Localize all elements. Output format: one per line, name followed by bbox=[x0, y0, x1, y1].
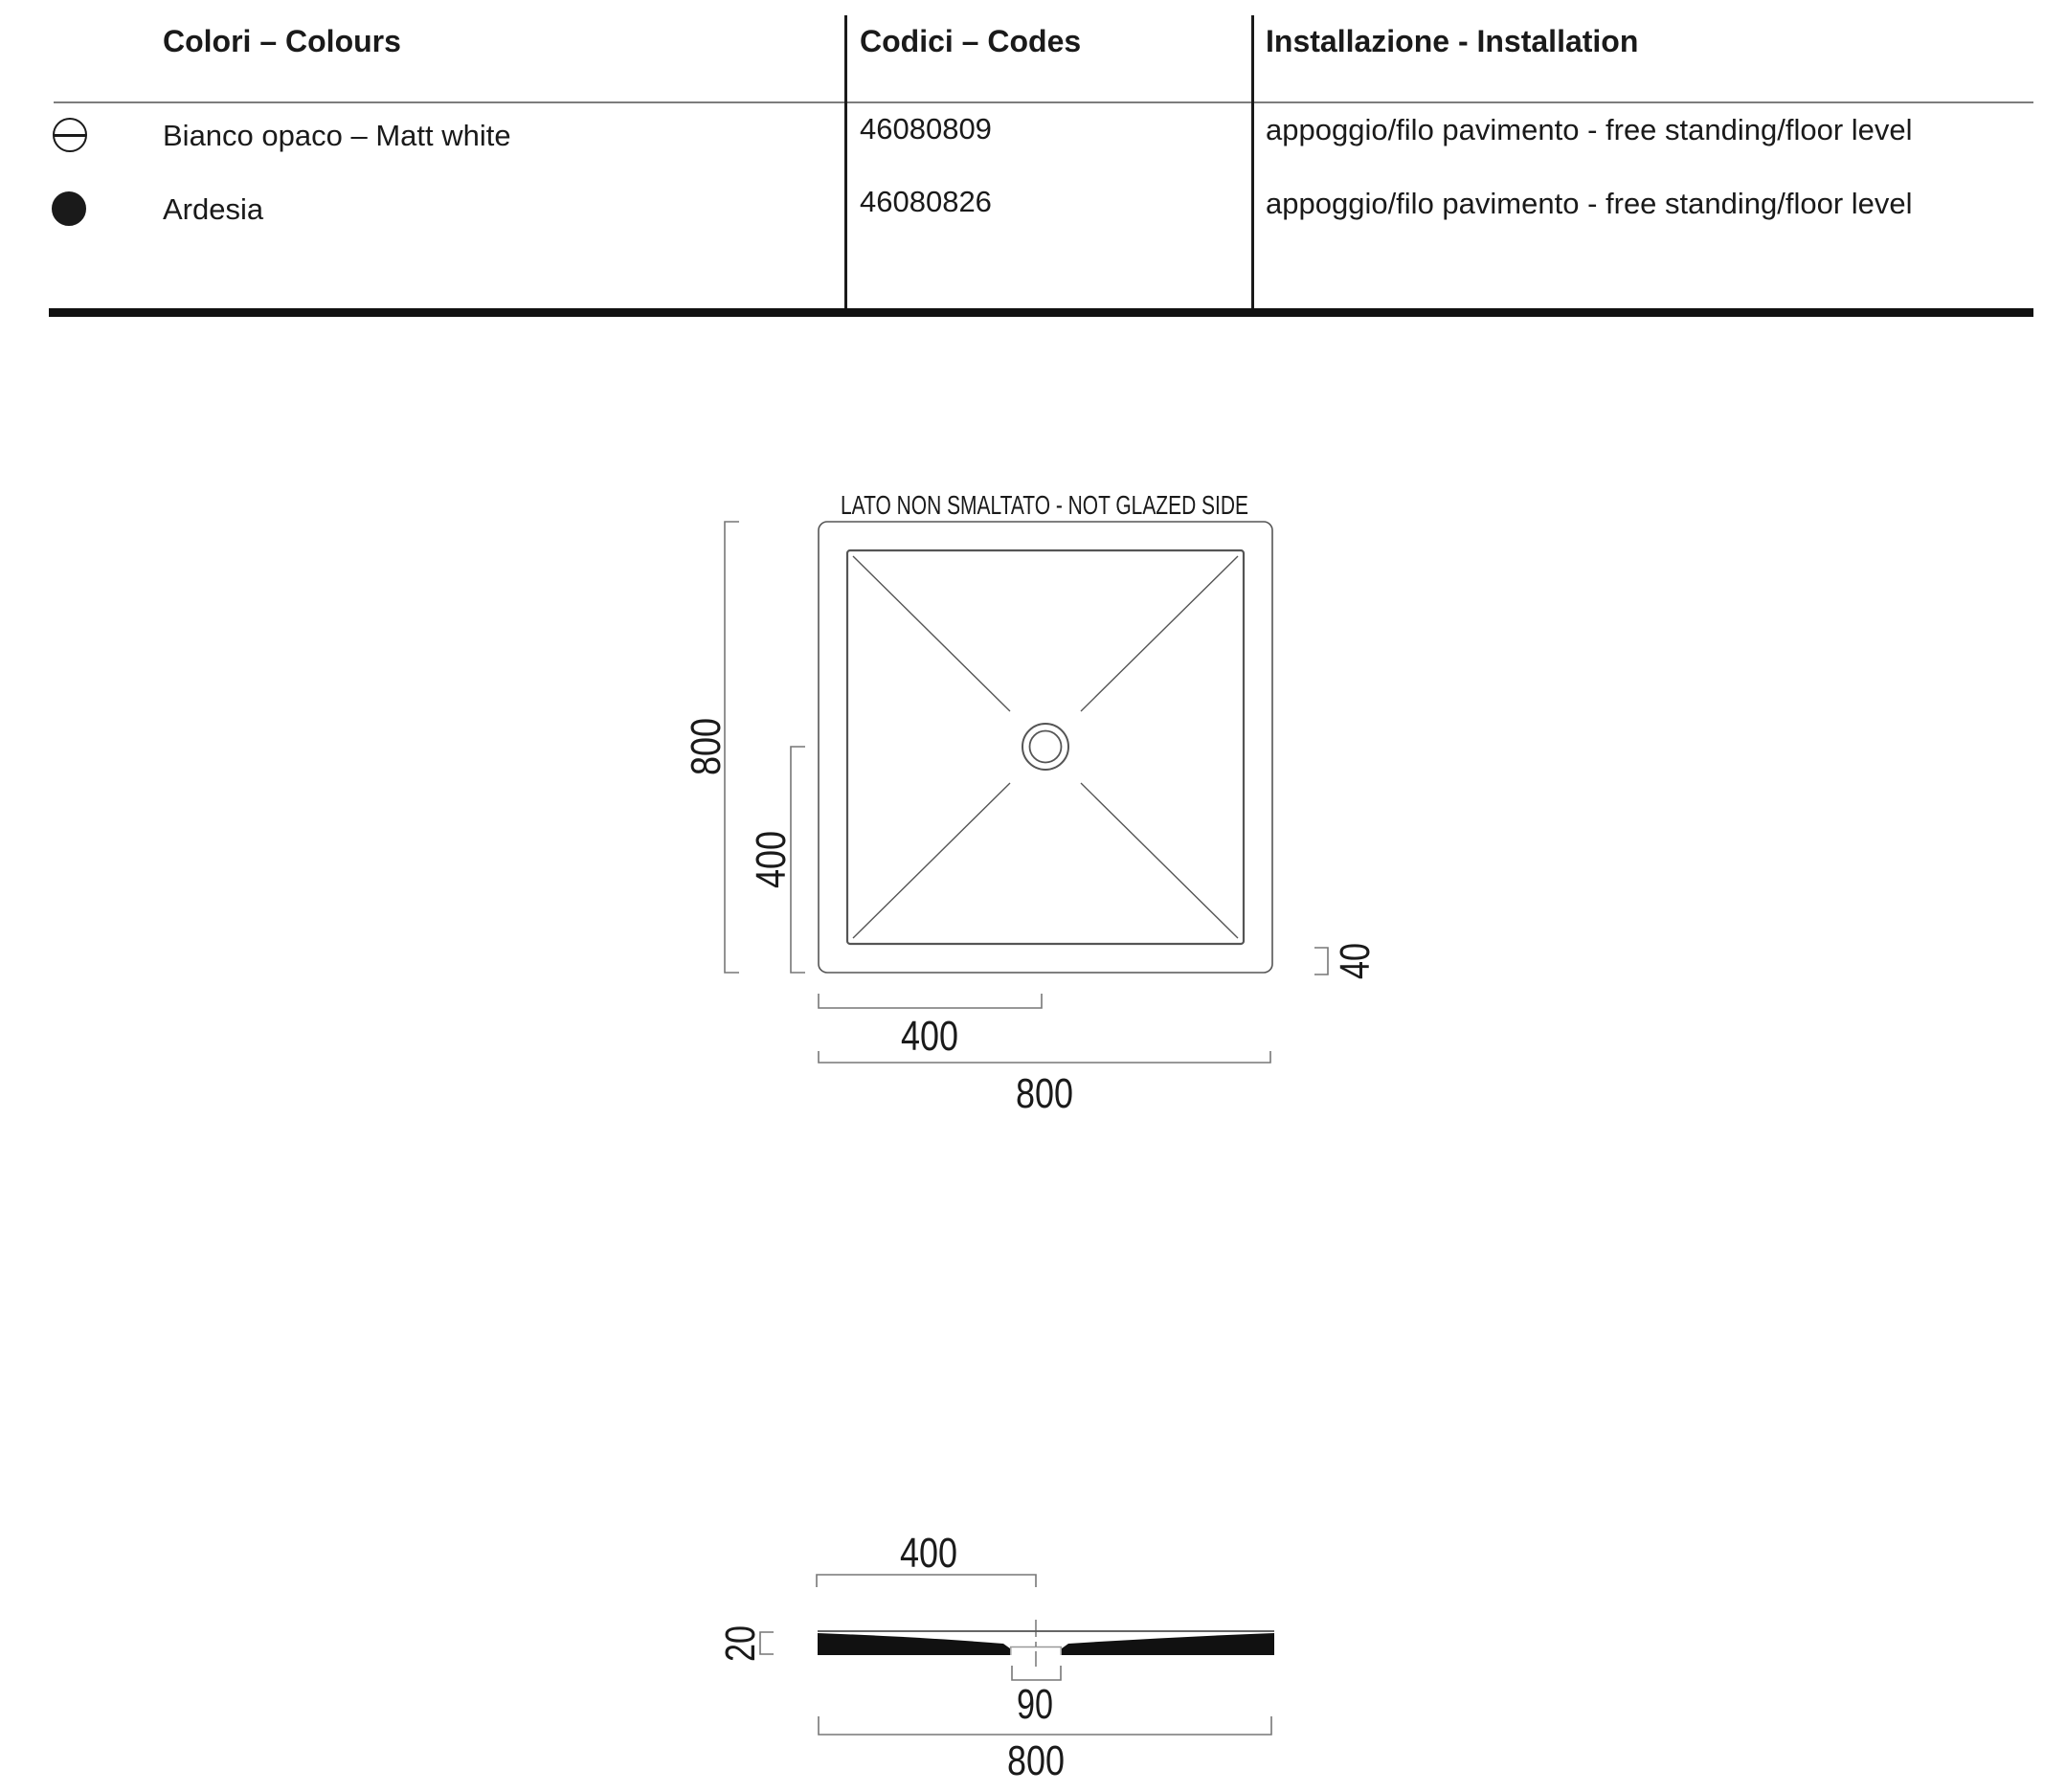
dim-label-height-400: 400 bbox=[748, 818, 795, 888]
dim-label-width-800: 800 bbox=[1016, 1070, 1073, 1117]
product-code: 46080809 bbox=[860, 112, 992, 146]
slope-diagonals bbox=[853, 556, 1238, 938]
dim-label-width-400: 400 bbox=[901, 1013, 958, 1060]
colour-name: Ardesia bbox=[163, 192, 264, 226]
tray-section-right-profile bbox=[1062, 1633, 1274, 1655]
installation-type: appoggio/filo pavimento - free standing/floor level bbox=[1266, 113, 1913, 146]
top-view-drawing bbox=[670, 483, 1398, 1163]
dim-bracket-width-400 bbox=[819, 994, 1042, 1008]
column-header-installation: Installazione - Installation bbox=[1266, 24, 1639, 58]
colour-name: Bianco opaco – Matt white bbox=[163, 119, 511, 152]
swatch-chord-line bbox=[54, 134, 86, 137]
matt-white-swatch-icon bbox=[53, 118, 87, 152]
dim-label-height-800: 800 bbox=[683, 705, 730, 775]
not-glazed-side-label: LATO NON SMALTATO - NOT GLAZED SIDE bbox=[841, 490, 1248, 520]
dim-label-section-800: 800 bbox=[1007, 1737, 1065, 1784]
dim-label-section-400: 400 bbox=[900, 1530, 957, 1577]
dim-label-drain-90: 90 bbox=[1017, 1681, 1053, 1728]
dim-bracket-border-40 bbox=[1314, 948, 1328, 974]
product-code: 46080826 bbox=[860, 185, 992, 218]
section-view-drawing bbox=[708, 1522, 1359, 1792]
column-header-codes: Codici – Codes bbox=[860, 24, 1082, 58]
drain-inner-circle bbox=[1030, 731, 1062, 763]
table-header-rule bbox=[54, 101, 2033, 103]
table-column-separator-1 bbox=[844, 15, 847, 308]
dim-label-thickness-20: 20 bbox=[717, 1615, 764, 1662]
installation-type: appoggio/filo pavimento - free standing/floor level bbox=[1266, 187, 1913, 220]
dim-bracket-width-800 bbox=[819, 1051, 1270, 1063]
ardesia-swatch-icon bbox=[52, 191, 86, 226]
tray-section-left-profile bbox=[818, 1633, 1010, 1655]
column-header-colours: Colori – Colours bbox=[163, 24, 401, 58]
table-column-separator-2 bbox=[1251, 15, 1254, 308]
dim-label-border-40: 40 bbox=[1332, 932, 1379, 979]
dim-bracket-drain-90 bbox=[1012, 1666, 1061, 1680]
table-bottom-rule bbox=[49, 308, 2033, 317]
